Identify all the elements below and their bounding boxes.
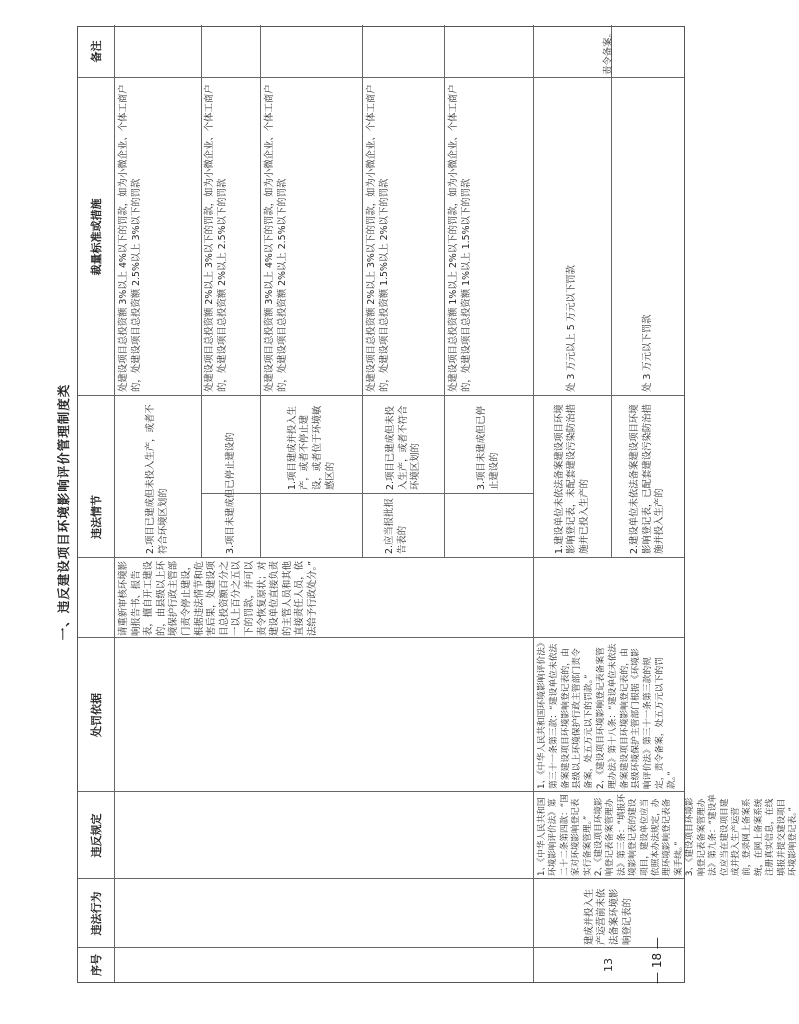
- situation-prev-2: 2.项目已建成但未投入生产，或者不符合环境区划的: [145, 404, 169, 554]
- basis-text-prev: 请重新审核环境影响报告书、报告表，擅自开工建设的，由县级以上环境保护行政主管部门责令停止建设，根据违法情节和危害后果，处建设项目总投资额百分之一以上百分之五以下的罚款，并可以责令恢复原状；对建设单位直接负责的主管人员和其他直接责任人员，依法给予行政处分。”: [118, 560, 318, 636]
- col-divider: [78, 77, 684, 78]
- col-divider: [78, 637, 684, 638]
- situation-13-1: 1.建设单位未依法备案建设项目环境影响登记表，未配套建设污染防治措施并已投入生产的: [553, 403, 590, 554]
- header-behavior: 违法行为: [90, 891, 103, 936]
- row-divider: [260, 25, 261, 558]
- block-divider: [533, 25, 534, 982]
- measure-table-1: 处建设项目总投资额 3%以上 4%以下的罚款，如为小微企业、个体工商户的，处建设项目总投资额 2%以上 2.5%以下的罚款: [264, 84, 288, 392]
- row-seq-13: 13: [601, 958, 615, 972]
- header-situation: 违法情节: [90, 495, 103, 539]
- header-basis: 处罚依据: [90, 693, 103, 737]
- header-seq: 序号: [90, 954, 103, 976]
- sub-category-report-table: 2.应当报批报告表的: [384, 498, 408, 554]
- col-divider: [78, 947, 684, 948]
- header-note: 备注: [90, 40, 103, 63]
- rule-13: 1、《中华人民共和国环境影响评价法》第二十二条第四款：“国家对环境影响登记表实行备案管理。” 2、《建设项目环境影响登记表备案管理办法》第三条：“填报环境影响登记表的建设项目，建设单位应当依照本办法规定，办理环境影响登记表备案手续。” 3、《建设项目环境影响登记表备案管理办法》第九条：“建设单位应当在建设项目建成并投入生产运营前，登录网上备案系统，在网上备案系统注册真实信息，在线填报并提交建设项目环境影响登记表。”: [537, 794, 798, 876]
- header-measure: 裁量标准或措施: [90, 198, 103, 276]
- measure-13-2: 处 3 万元以下罚款: [641, 314, 653, 392]
- col-divider: [78, 557, 684, 558]
- row-divider: [611, 25, 612, 558]
- measure-13-1: 处 3 万元以上 5 万元以下罚款: [566, 265, 578, 392]
- header-rule: 违反规定: [90, 813, 103, 858]
- situation-13-2: 2.建设单位未依法备案建设项目环境影响登记表，已配套建设污染防治措施并投入生产的: [629, 403, 666, 554]
- col-divider: [78, 791, 684, 792]
- row-divider: [362, 25, 363, 558]
- note-13: 责令备案。: [602, 28, 614, 75]
- col-divider: [78, 878, 684, 879]
- behavior-13: 建成并投入生产运营前未依法备案环境影响登记表的: [583, 888, 633, 945]
- page-title: 一、违反建设项目环境影响评价管理制度类: [56, 383, 71, 641]
- situation-table-1: 1.项目建成并投入生产，或者不停止建设，或者位于环境敏感区的: [286, 405, 336, 490]
- row-divider: [444, 25, 445, 558]
- penalty-table: [77, 26, 798, 983]
- situation-table-3: 3.项目未建成但已停止建设的: [476, 406, 500, 490]
- measure-prev-2: 处建设项目总投资额 3%以上 4%以下的罚款，如为小微企业、个体工商户的，处建设项目总投资额 2.5%以上 3%以下的罚款: [118, 84, 142, 392]
- measure-table-3: 处建设项目总投资额 1%以上 2%以下的罚款，如为小微企业、个体工商户的，处建设项目总投资额 1%以上 1.5%以下的罚款: [448, 84, 472, 392]
- page-number: — 18 —: [650, 937, 664, 984]
- measure-prev-3: 处建设项目总投资额 2%以上 3%以下的罚款，如为小微企业、个体工商户的，处建设项目总投资额 2%以上 2.5%以下的罚款: [204, 84, 228, 392]
- basis-13: 1、《中华人民共和国环境影响评价法》第三十一条第三款：“建设单位未依法备案建设项目环境影响登记表的，由县级以上环境保护行政主管部门责令备案，处五万元以下的罚款。” 2、《建设项目环境影响登记表备案管理办法》第十八条：“建设单位未依法备案建设项目环境影响登记表的，由县级环境保护主管部门根据《环境影响评价法》第三十一条第三款的规定，责令备案，处五万元以下的罚款。”: [537, 642, 677, 789]
- col-divider: [78, 395, 684, 396]
- situation-table-2: 2.项目已建成但未投入生产，或者不符合环境区划的: [385, 405, 422, 490]
- situation-prev-3: 3.项目未建成但已停止建设的: [224, 432, 236, 554]
- header-divider: [114, 25, 115, 982]
- row-divider: [201, 25, 202, 558]
- measure-table-2: 处建设项目总投资额 2%以上 3%以下的罚款，如为小微企业、个体工商户的，处建设项目总投资额 1.5%以上 2%以下的罚款: [366, 84, 390, 392]
